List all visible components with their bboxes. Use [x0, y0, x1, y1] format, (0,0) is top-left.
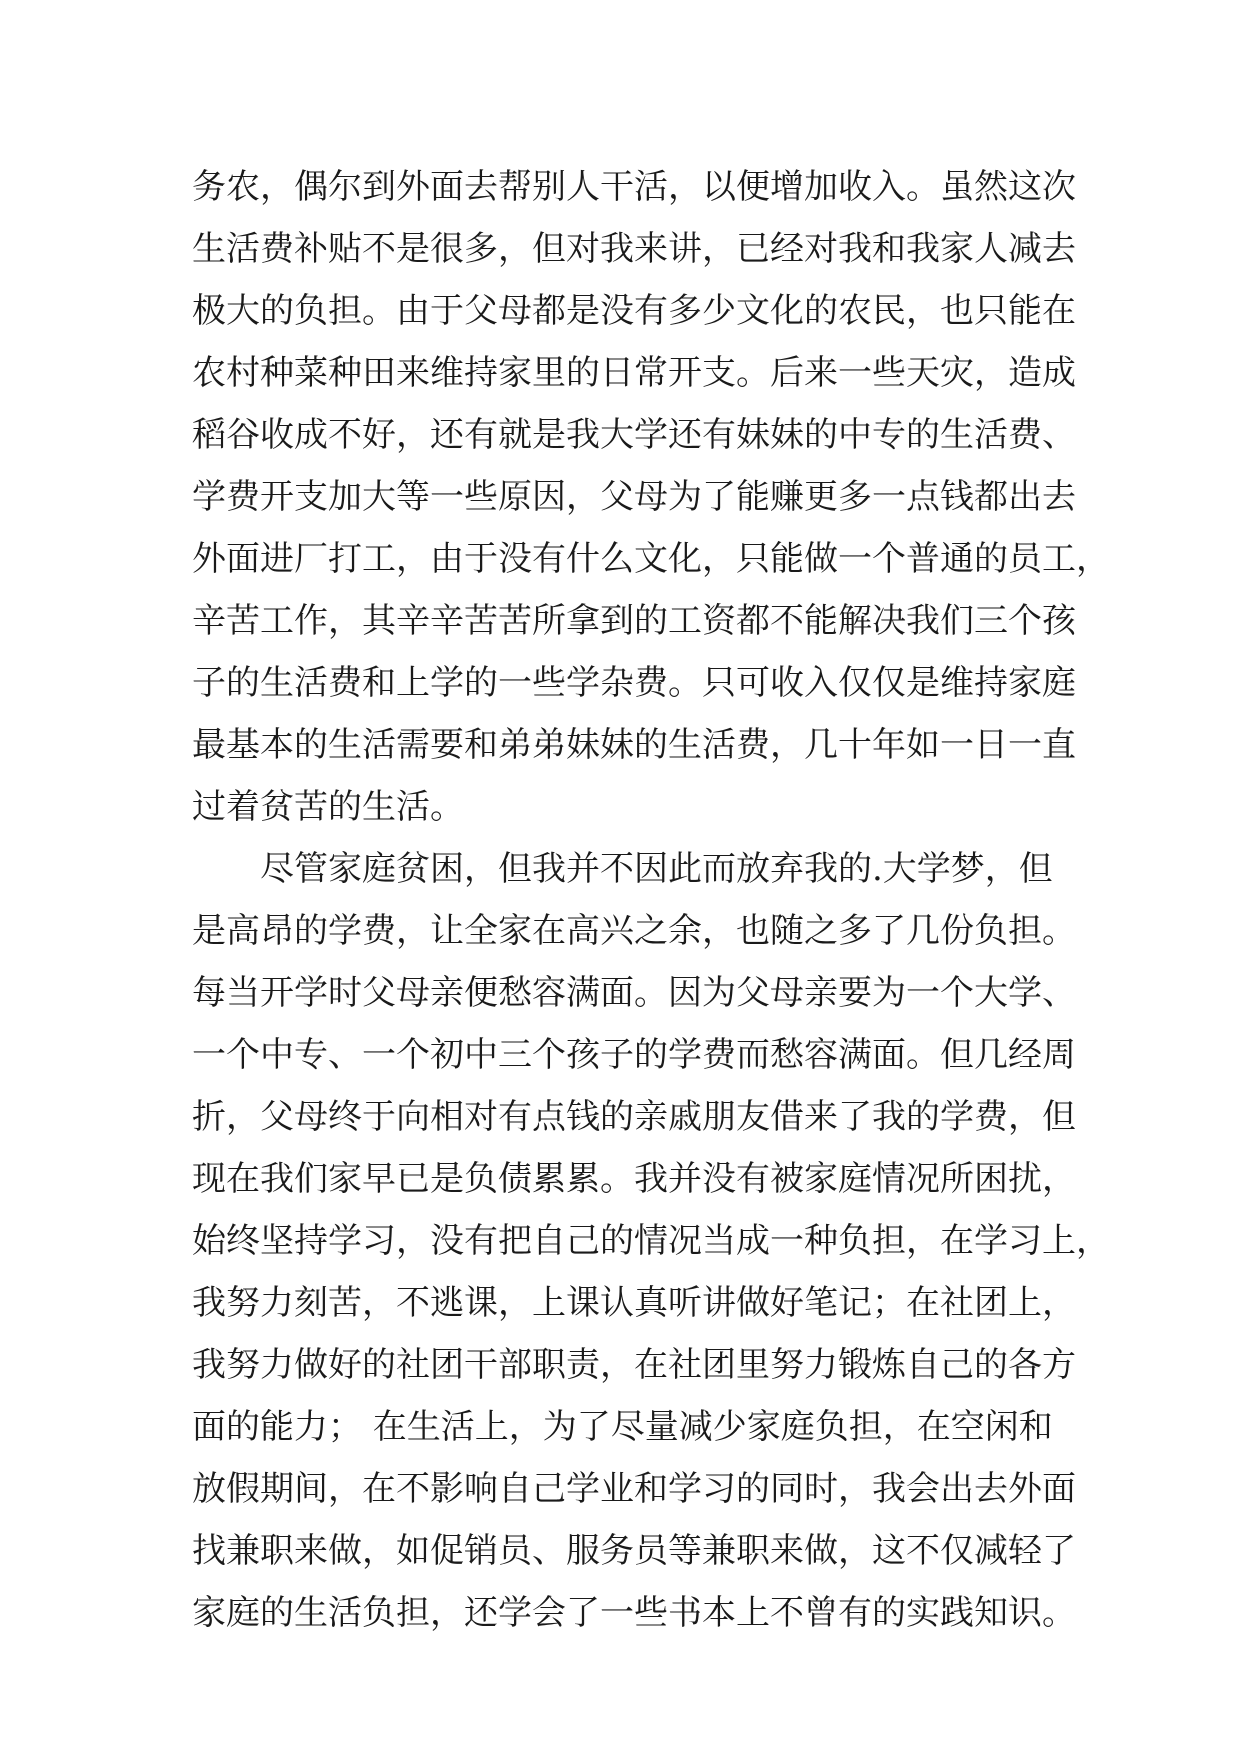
text-line: 子的生活费和上学的一些学杂费。只可收入仅仅是维持家庭 — [192, 663, 1076, 703]
text-line: 折，父母终于向相对有点钱的亲戚朋友借来了我的学费，但 — [192, 1097, 1076, 1137]
text-line: 我努力刻苦，不逃课，上课认真听讲做好笔记；在社团上， — [192, 1283, 1076, 1323]
text-line: 一个中专、一个初中三个孩子的学费而愁容满面。但几经周 — [192, 1035, 1076, 1075]
text-line: 农村种菜种田来维持家里的日常开支。后来一些天灾，造成 — [192, 353, 1076, 393]
text-line: 我努力做好的社团干部职责，在社团里努力锻炼自己的各方 — [192, 1345, 1076, 1385]
text-line: 现在我们家早已是负债累累。我并没有被家庭情况所困扰， — [192, 1159, 1076, 1199]
text-line: 最基本的生活需要和弟弟妹妹的生活费，几十年如一日一直 — [192, 725, 1076, 765]
text-line: 极大的负担。由于父母都是没有多少文化的农民，也只能在 — [192, 291, 1076, 331]
text-line: 家庭的生活负担，还学会了一些书本上不曾有的实践知识。 — [192, 1593, 1076, 1633]
text-line: 辛苦工作，其辛辛苦苦所拿到的工资都不能解决我们三个孩 — [192, 601, 1076, 641]
paragraph-2 — [192, 838, 1110, 1644]
text-line: 生活费补贴不是很多，但对我来讲，已经对我和我家人减去 — [192, 229, 1076, 269]
text-line: 面的能力； 在生活上，为了尽量减少家庭负担，在空闲和 — [192, 1407, 1053, 1447]
text-line: 每当开学时父母亲便愁容满面。因为父母亲要为一个大学、 — [192, 973, 1076, 1013]
text-line: 学费开支加大等一些原因，父母为了能赚更多一点钱都出去 — [192, 477, 1076, 517]
paragraph-1 — [192, 156, 1110, 838]
text-line: 是高昂的学费，让全家在高兴之余，也随之多了几份负担。 — [192, 911, 1076, 951]
text-line: 外面进厂打工，由于没有什么文化，只能做一个普通的员工， — [192, 539, 1110, 579]
text-line: 放假期间，在不影响自己学业和学习的同时，我会出去外面 — [192, 1469, 1076, 1509]
text-line: 找兼职来做，如促销员、服务员等兼职来做，这不仅减轻了 — [192, 1531, 1076, 1571]
text-line: 始终坚持学习，没有把自己的情况当成一种负担，在学习上， — [192, 1221, 1110, 1261]
text-line: 稻谷收成不好，还有就是我大学还有妹妹的中专的生活费、 — [192, 415, 1076, 455]
text-line: 尽管家庭贫困，但我并不因此而放弃我的.大学梦，但 — [260, 849, 1053, 889]
text-line: 过着贫苦的生活。 — [192, 787, 464, 827]
text-line: 务农，偶尔到外面去帮别人干活，以便增加收入。虽然这次 — [192, 167, 1076, 207]
document-body — [192, 156, 1110, 1644]
